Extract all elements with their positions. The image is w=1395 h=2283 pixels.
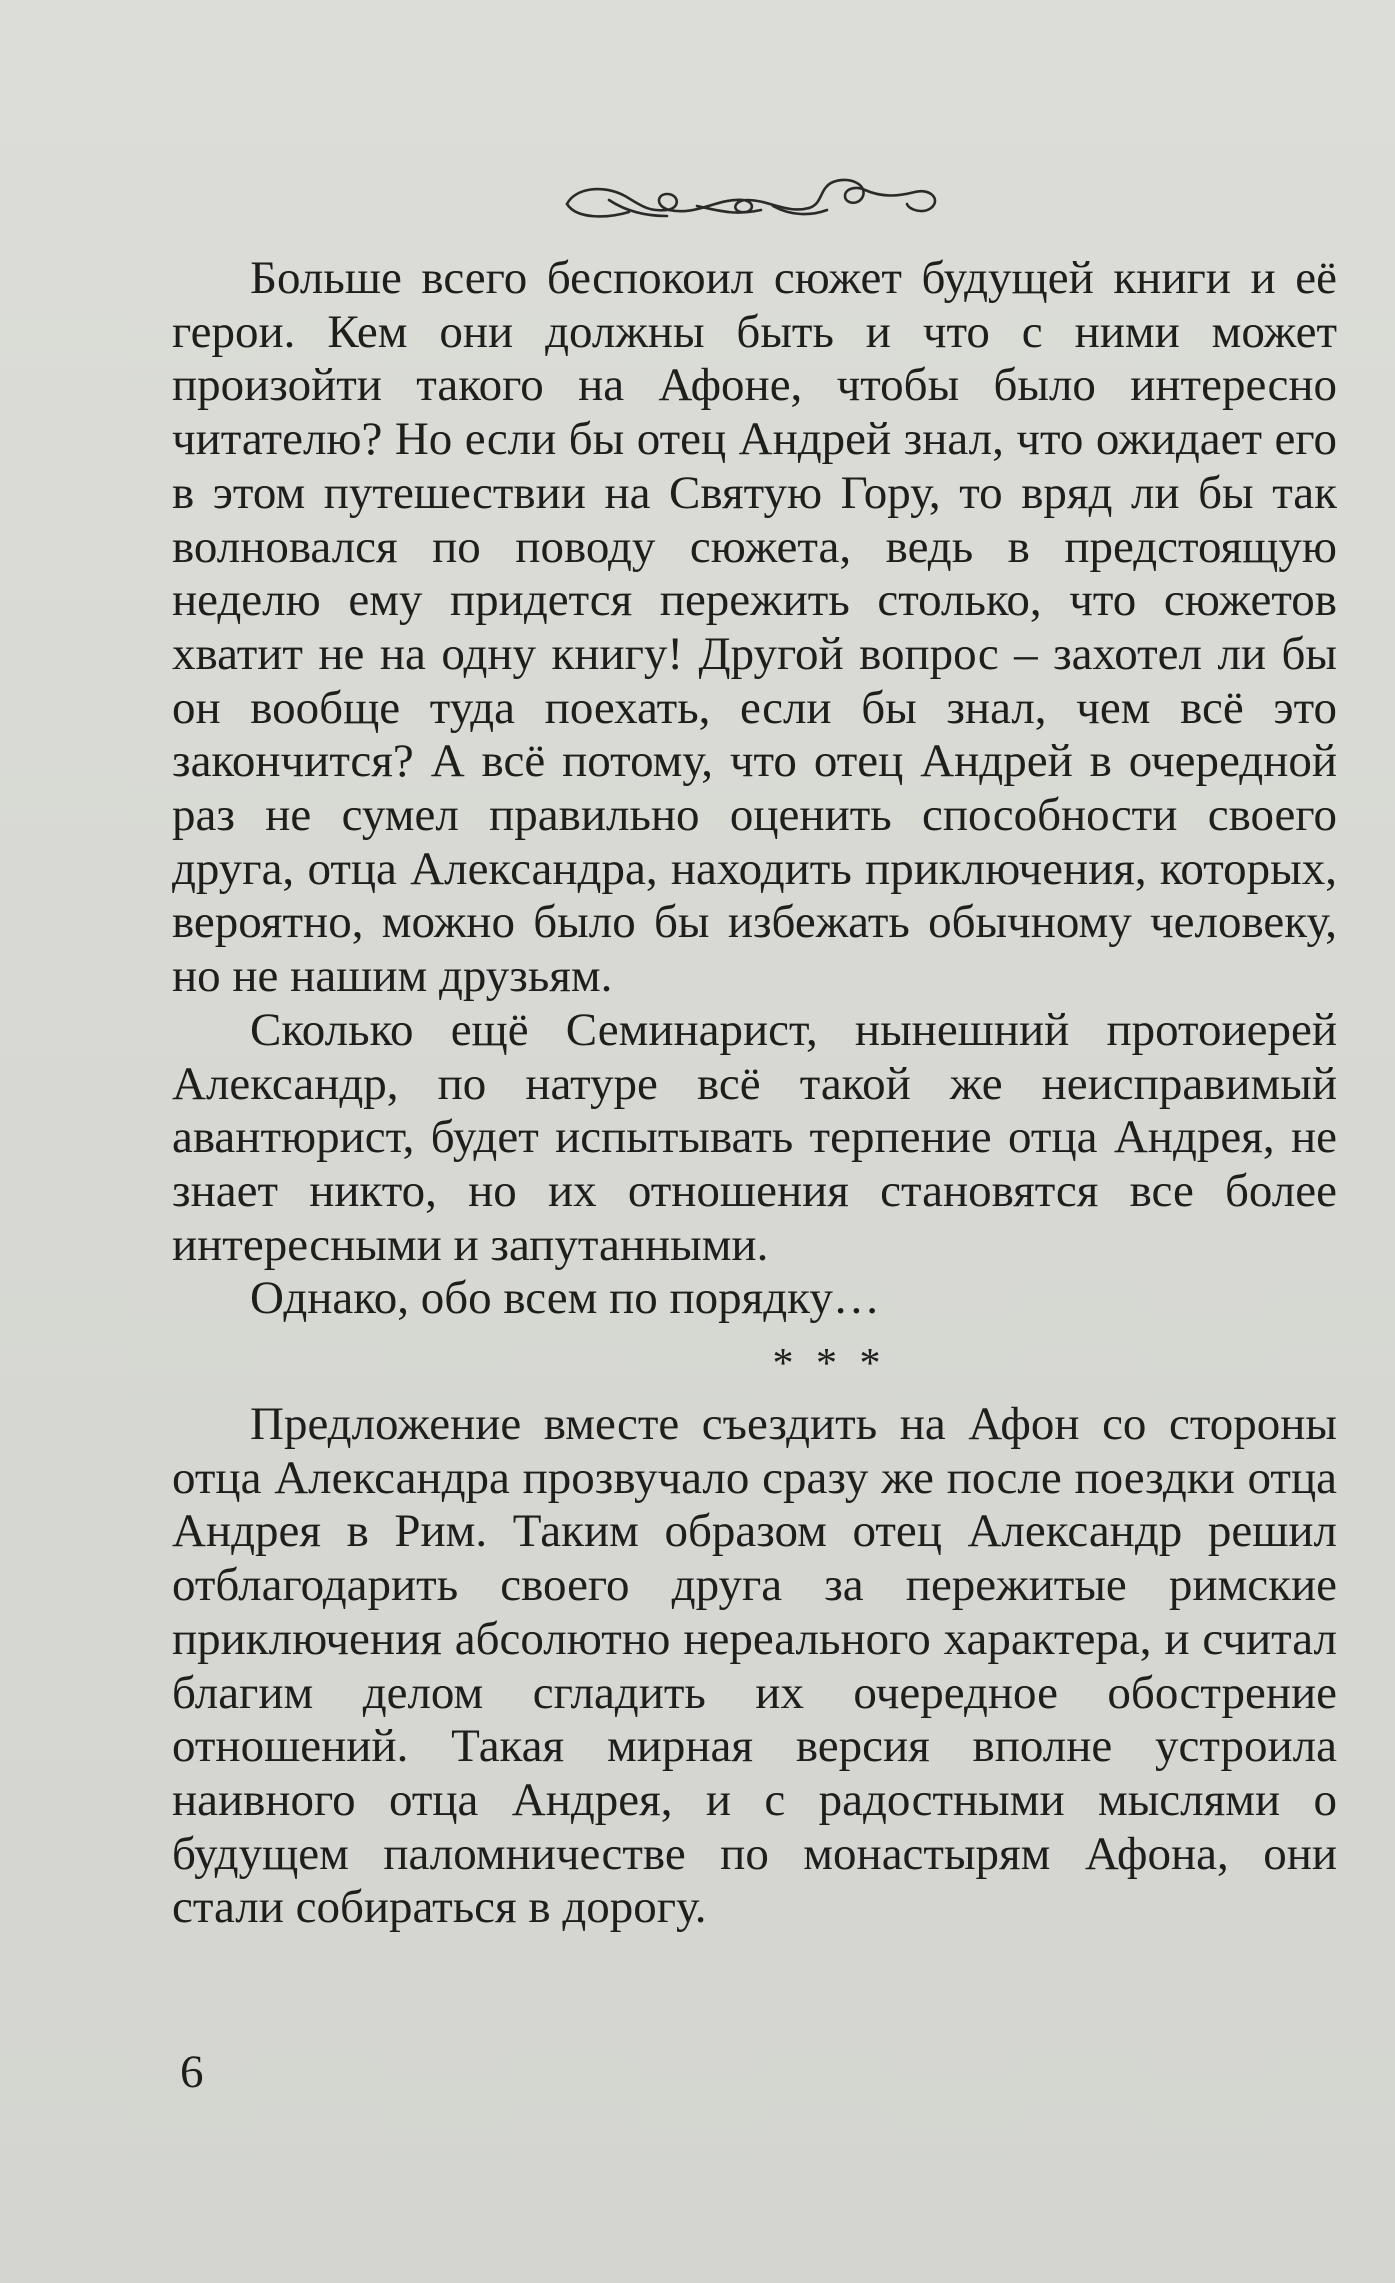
page-number: 6	[180, 2046, 204, 2098]
body-text	[172, 252, 1337, 1935]
paragraph: Больше всего беспокоил сюжет будущей книги и её герои. Кем они должны быть и что с ними может произойти такого на Афоне, чтобы было интересно читателю? Но если бы отец Андрей знал, что ожидает его в этом путешествии на Святую Гору, то вряд ли бы так волновался по поводу сюжета, ведь в предстоящую неделю ему придется пережить столько, что сюжетов хватит не на одну книгу! Другой вопрос – захотел ли бы он вообще туда поехать, если бы знал, чем всё это закончится? А всё потому, что отец Андрей в очередной раз не сумел правильно оценить способности своего друга, отца Александра, находить приключения, которых, вероятно, можно было бы избежать обычному человеку, но не нашим друзьям.	[172, 252, 1337, 1003]
section-separator: * * *	[772, 1341, 887, 1388]
paragraph: Предложение вместе съездить на Афон со стороны отца Александра прозвучало сразу же после поездки отца Андрея в Рим. Таким образом отец Александр решил отблагодарить своего друга за пережитые римские приключения абсолютно нереального характера, и считал благим делом сгладить их очередное обострение отношений. Такая мирная версия вполне устроила наивного отца Андрея, и с радостными мыслями о будущем паломничестве по монастырям Афона, они стали собираться в дорогу.	[172, 1398, 1337, 1934]
paragraph: Сколько ещё Семинарист, нынешний протоиерей Александр, по натуре всё такой же неисправимый авантюрист, будет испытывать терпение отца Андрея, не знает никто, но их отношения становятся все более интересными и запутанными.	[172, 1003, 1337, 1271]
scroll-ornament-icon	[547, 160, 957, 240]
paragraph: Однако, обо всем по порядку…	[250, 1272, 880, 1325]
